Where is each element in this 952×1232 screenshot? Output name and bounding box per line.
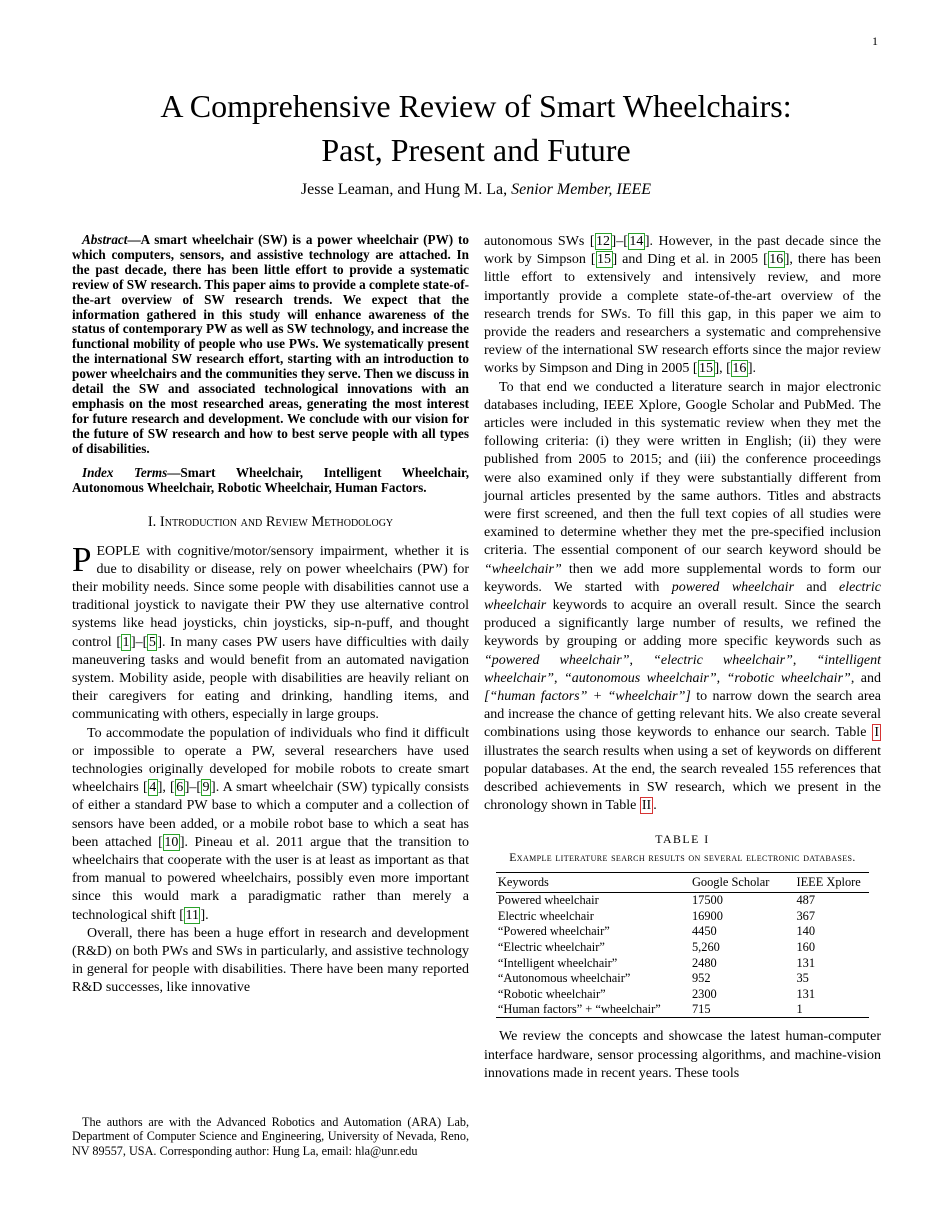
citation-link[interactable]: 4 — [149, 780, 157, 796]
citation-link[interactable]: 14 — [629, 234, 644, 249]
table-cell: 160 — [796, 939, 816, 954]
italic-text: “autonomous wheelchair” — [563, 670, 717, 686]
citation-link[interactable]: 16 — [732, 361, 747, 377]
review-scope-paragraph: We review the concepts and showcase the latest human-computer interface hardware, sensor processing algorithms, and machine-vision innovations made in recent years. These tools — [484, 1029, 881, 1081]
paper-title-line-2: Past, Present and Future — [321, 132, 631, 168]
citation-link[interactable]: 9 — [202, 780, 210, 796]
intro-paragraph-1-text: EOPLE with cognitive/motor/sensory impairment, whether it is due to disability or disease, rely on power wheelchairs (PW) for their mobility needs. Since some people with disabilities cannot use a traditional joystick to navigate their PW they use alternative control systems like head joysticks, chin joysticks, sip-n-puff, and thought control [ 1 ]–[ 5 ]. In many cases PW users have difficulties with daily maneuvering tasks and would benefit from an automated navigation system. Mobility aside, people with disabilities are heavily reliant on their caregivers for eating and drinking, handling items, and communicating with others, especially in large groups. — [72, 543, 469, 723]
drop-cap: P — [72, 539, 92, 579]
table-row — [496, 971, 869, 987]
table-row — [496, 1002, 869, 1018]
table-column-header: Google Scholar — [690, 873, 794, 893]
table-cell: Electric wheelchair — [497, 908, 594, 923]
italic-text: electric wheelchair — [484, 579, 881, 614]
citation-link[interactable]: 12 — [596, 234, 611, 249]
citation-link[interactable]: 5 — [148, 634, 156, 650]
table-row — [496, 955, 869, 971]
table-column-header: Keywords — [496, 873, 690, 893]
methodology-paragraph: To that end we conducted a literature search in major electronic databases including, IEEE Xplore, Google Scholar and PubMed. The articles were included in this systematic review when they met the following criteria: (i) they were written in English; (ii) they were published from 2005 to 2015; and (iii) the conference proceedings were also examined only if they were substantially different from journal articles presented by the same authors. Titles and abstracts were first screened, and then the full text copies of all studies were examined to determine whether they met the pre-specified inclusion criteria. The essential component of our search keyword should be “wheelchair” then we add more supplemental words to form our keywords. We started with powered wheelchair and electric wheelchair keywords to acquire an overall result. Since the search produced a significantly large number of results, we refined the keywords by grouping or adding more specific keywords such as “powered wheelchair”, “electric wheelchair”, “intelligent wheelchair”, “autonomous wheelchair”, “robotic wheelchair”, and [“human factors” + “wheelchair”] to narrow down the search area and increase the chance of getting relevant hits. We also create several combinations using those keywords to enhance our search. Table I illustrates the search results when using a set of keywords on different popular databases. At the end, the search revealed 155 references that described achievements in SW research, which we present in the chronology shown in Table II . — [484, 379, 881, 814]
italic-text: Senior Member, IEEE — [511, 181, 652, 198]
table-cell: 140 — [796, 924, 816, 939]
table-cell: 16900 — [691, 908, 723, 923]
citation-link[interactable]: 16 — [769, 252, 784, 268]
right-column — [484, 233, 881, 1199]
paper-title-line-1: A Comprehensive Review of Smart Wheelchairs: — [160, 88, 792, 124]
intro-paragraph-2: To accommodate the population of individuals who find it difficult or impossible to operate a PW, several researchers have used technologies originally developed for mobile robots to create smart wheelchairs [ 4 ], [ 6 ]–[ 9 ]. A smart wheelchair (SW) typically consists of either a standard PW base to which a computer and a collection of sensors have been added, or a mobile robot base to which a seat has been attached [ 10 ]. Pineau et al. 2011 argue that the transition to wheelchairs that cooperate with the user is at least as important as that from manual to powered wheelchairs, possibly even more important since this would mark a paradigmatic rather than merely a technological shift [ 11 ]. — [72, 725, 469, 923]
table-1-label: TABLE I — [655, 831, 710, 846]
italic-text: “electric wheelchair” — [653, 652, 793, 668]
intro-paragraph-3: Overall, there has been a huge effort in research and development (R&D) on both PWs and SWs in particularly, and assistive technology in general for people with disabilities. There have been many reported R&D successes, like innovative — [72, 925, 469, 996]
table-cell: “Powered wheelchair” — [497, 924, 610, 939]
table-cell: “Robotic wheelchair” — [497, 986, 606, 1001]
table-ref-link[interactable]: I — [874, 725, 879, 741]
literature-search-table — [496, 872, 869, 1018]
table-cell: “Electric wheelchair” — [497, 939, 605, 954]
table-header — [496, 873, 869, 893]
table-cell: 1 — [794, 1002, 869, 1018]
table-cell: 17500 — [691, 893, 723, 908]
table-row — [496, 908, 869, 924]
italic-text: “wheelchair” — [484, 561, 562, 577]
citation-link[interactable]: 15 — [699, 361, 713, 377]
abstract-paragraph: Abstract—A smart wheelchair (SW) is a power wheelchair (PW) to which computers, sensors, and assistive technology are attached. In the past decade, there has been little effort to provide a systematic review of SW research. This paper aims to provide a complete state-of-the-art overview of SW research trends. We expect that the information gathered in this study will enhance awareness of the status of contemporary PW as well as SW technology, and increase the functional mobility of people who use PWs. We systematically present the international SW research effort, starting with an introduction to power wheelchairs and the communities they serve. Then we discuss in detail the SW and associated technological innovations with an emphasis on the most researched areas, generating the most interest for future research and development. We conclude with our vision for the future of SW research and how to best serve people with all types of disabilities. — [72, 232, 469, 456]
table-cell: “Human factors” + “wheelchair” — [496, 1002, 690, 1018]
table-cell: 487 — [796, 893, 816, 908]
left-column — [72, 233, 469, 1199]
table-column-header: IEEE Xplore — [794, 873, 869, 893]
table-row — [496, 924, 869, 940]
table-cell: 952 — [691, 971, 711, 986]
italic-text: powered wheelchair — [671, 579, 795, 595]
table-body — [496, 892, 869, 1018]
citation-link[interactable]: 15 — [597, 252, 611, 268]
paper-title — [0, 84, 952, 172]
table-cell: 2300 — [691, 986, 717, 1001]
intro-paragraph-1 — [72, 539, 469, 725]
italic-text: [“human factors” + “wheelchair”] — [484, 689, 691, 705]
italic-text: “robotic wheelchair” — [726, 670, 851, 686]
index-terms-paragraph: Index Terms—Smart Wheelchair, Intelligent Wheelchair, Autonomous Wheelchair, Robotic Wheelchair, Human Factors. — [72, 464, 469, 495]
citation-link[interactable]: 11 — [185, 907, 199, 923]
table-row — [496, 892, 869, 908]
table-ref-link[interactable]: II — [641, 798, 652, 814]
italic-text: “powered wheelchair” — [484, 652, 630, 668]
italic-text: Index Terms — [82, 464, 168, 480]
table-cell: 35 — [796, 971, 809, 986]
italic-text: Abstract — [82, 232, 128, 247]
table-1-caption: Example literature search results on several electronic databases. — [509, 850, 856, 864]
table-cell: 5,260 — [691, 939, 720, 954]
table-cell: Powered wheelchair — [497, 893, 599, 908]
citation-link[interactable]: 10 — [164, 834, 179, 850]
citation-link[interactable]: 1 — [122, 634, 130, 650]
author-affiliation-footnote: The authors are with the Advanced Robotics and Automation (ARA) Lab, Department of Computer Science and Engineering, University of Nevada, Reno, NV 89557, USA. Corresponding author: Hung La, email: hla@unr.edu — [72, 1115, 469, 1158]
citation-link[interactable]: 6 — [176, 780, 184, 796]
table-cell: 2480 — [691, 955, 717, 970]
table-cell: 715 — [690, 1002, 794, 1018]
table-1-block — [484, 830, 881, 1019]
table-cell: 131 — [796, 986, 816, 1001]
table-row — [496, 939, 869, 955]
intro-paragraph-3-continued: autonomous SWs [ 12 ]–[ 14 ]. However, in the past decade since the work by Simpson [ 15 ] and Ding et al. in 2005 [ 16 ], there has been little effort to extensively and intensively review, and more importantly provide a complete state-of-the-art overview of the research trends for SWs. To fill this gap, in this paper we aim to provide the readers and researchers a systematic and comprehensive review of the international SW research efforts since the major review works by Simpson and Ding in 2005 [ 15 ], [ 16 ]. — [484, 234, 882, 377]
table-cell: “Autonomous wheelchair” — [497, 971, 631, 986]
table-row — [496, 986, 869, 1002]
table-cell: 367 — [796, 908, 816, 923]
table-cell: 4450 — [691, 924, 717, 939]
authors-line: Jesse Leaman, and Hung M. La, Senior Member, IEEE — [300, 181, 652, 198]
table-cell: “Intelligent wheelchair” — [497, 955, 618, 970]
page-number: 1 — [872, 34, 878, 48]
table-cell: 131 — [796, 955, 816, 970]
section-heading-introduction: I. Introduction and Review Methodology — [147, 514, 394, 531]
italic-text: “intelligent wheelchair” — [484, 652, 881, 686]
